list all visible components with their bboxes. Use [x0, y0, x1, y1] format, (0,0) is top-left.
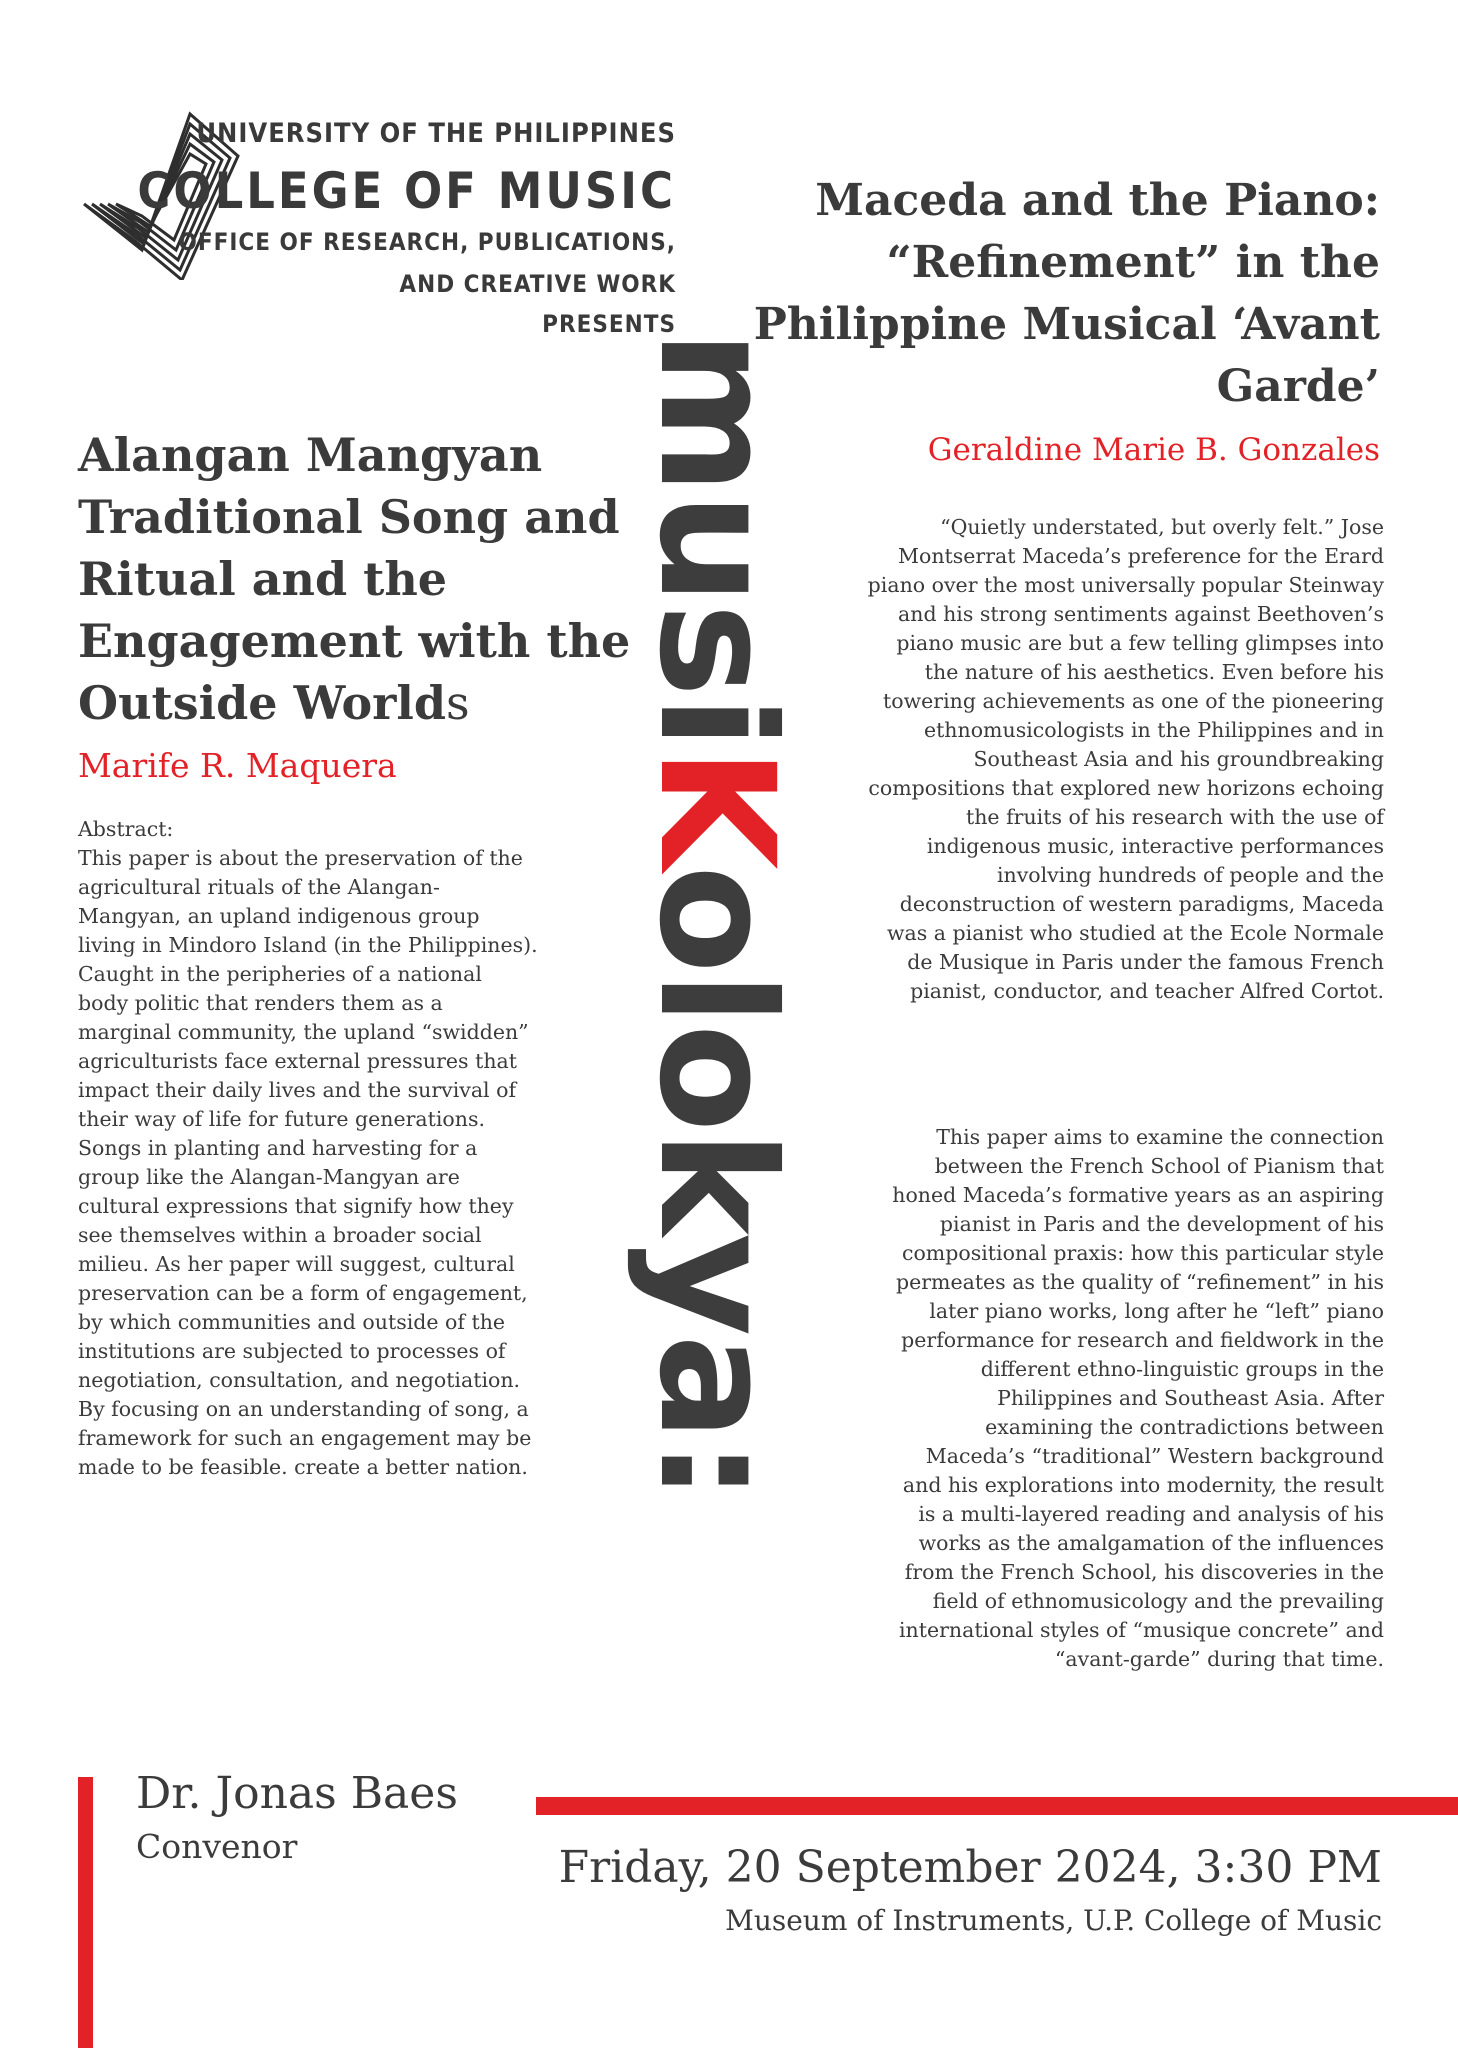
office-line-2: AND CREATIVE WORK	[399, 270, 676, 298]
abstract-label: Abstract:	[78, 817, 174, 841]
left-paper-title-main: Alangan Mangyan Traditional Song and Ritual and the Engagement with the Outside World	[78, 428, 631, 730]
accent-bar-horizontal	[536, 1797, 1458, 1815]
abstract-text: This paper is about the preservation of the agricultural rituals of the Alangan-Mangyan, an upland indigenous group living in Mindoro Island (in the Philippines). Caught in the peripheries of a national body politic that renders them as a marginal community, the upland “swidden” agriculturists face external pressures that impact their daily lives and the survival of their way of life for future generations. Songs in planting and harvesting for a group like the Alangan-Mangyan are cultural expressions that signify how they see themselves within a broader social milieu. As her paper will suggest, cultural preservation can be a form of engagement, by which communities and outside of the institutions are subjected to processes of negotiation, consultation, and negotiation. By focusing on an understanding of song, a framework for such an engagement may be made to be feasible. create a better nation.	[78, 846, 538, 1479]
right-paper-author: Geraldine Marie B. Gonzales	[927, 432, 1380, 468]
series-title-part1: musi	[624, 330, 808, 748]
presents-label: PRESENTS	[542, 310, 676, 338]
convenor-role: Convenor	[136, 1827, 298, 1866]
university-name: UNIVERSITY OF THE PHILIPPINES	[196, 118, 676, 149]
event-venue: Museum of Instruments, U.P. College of Music	[725, 1904, 1382, 1937]
office-line-1: OFFICE OF RESEARCH, PUBLICATIONS,	[178, 228, 676, 256]
left-paper-title	[78, 424, 638, 734]
left-paper-author: Marife R. Maquera	[78, 746, 397, 785]
right-paper-paragraph-2: This paper aims to examine the connection between the French School of Pianism that honed Maceda’s formative years as an aspiring pianist in Paris and the development of his compositional praxis: how this particular style permeates as the quality of “refinement” in his later piano works, long after he “left” piano performance for research and fieldwork in the different ethno-linguistic groups in the Philippines and Southeast Asia. After examining the contradictions between Maceda’s “traditional” Western background and his explorations into modernity, the result is a multi-layered reading and analysis of his works as the amalgamation of the influences from the French School, his discoveries in the field of ethnomusicology and the prevailing international styles of “musique concrete” and “avant-garde” during that time.	[892, 1125, 1384, 1671]
right-paper-title: Maceda and the Piano: “Refinement” in the Philippine Musical ‘Avant Garde’	[753, 175, 1380, 412]
left-paper-abstract	[78, 815, 538, 1482]
convenor-name: Dr. Jonas Baes	[136, 1768, 458, 1819]
right-paper-paragraph-1: “Quietly understated, but overly felt.” Jose Montserrat Maceda’s preference for the Erard piano over the most universally popular Steinway and his strong sentiments against Beethoven’s piano music are but a few telling glimpses into the nature of his aesthetics. Even before his towering achievements as one of the pioneering ethnomusicologists in the Philippines and in Southeast Asia and his groundbreaking compositions that explored new horizons echoing the fruits of his research with the use of indigenous music, interactive performances involving hundreds of people and the deconstruction of western paradigms, Maceda was a pianist who studied at the Ecole Normale de Musique in Paris under the famous French pianist, conductor, and teacher Alfred Cortot.	[867, 515, 1384, 1003]
series-title-part2: olokya:	[624, 865, 808, 1501]
college-name: COLLEGE OF MUSIC	[137, 162, 676, 220]
left-paper-title-tail: s	[446, 676, 470, 730]
series-title	[624, 330, 808, 1501]
event-date-time: Friday, 20 September 2024, 3:30 PM	[558, 1842, 1382, 1893]
accent-bar-vertical	[78, 1777, 93, 2048]
series-title-accent: K	[624, 747, 808, 865]
